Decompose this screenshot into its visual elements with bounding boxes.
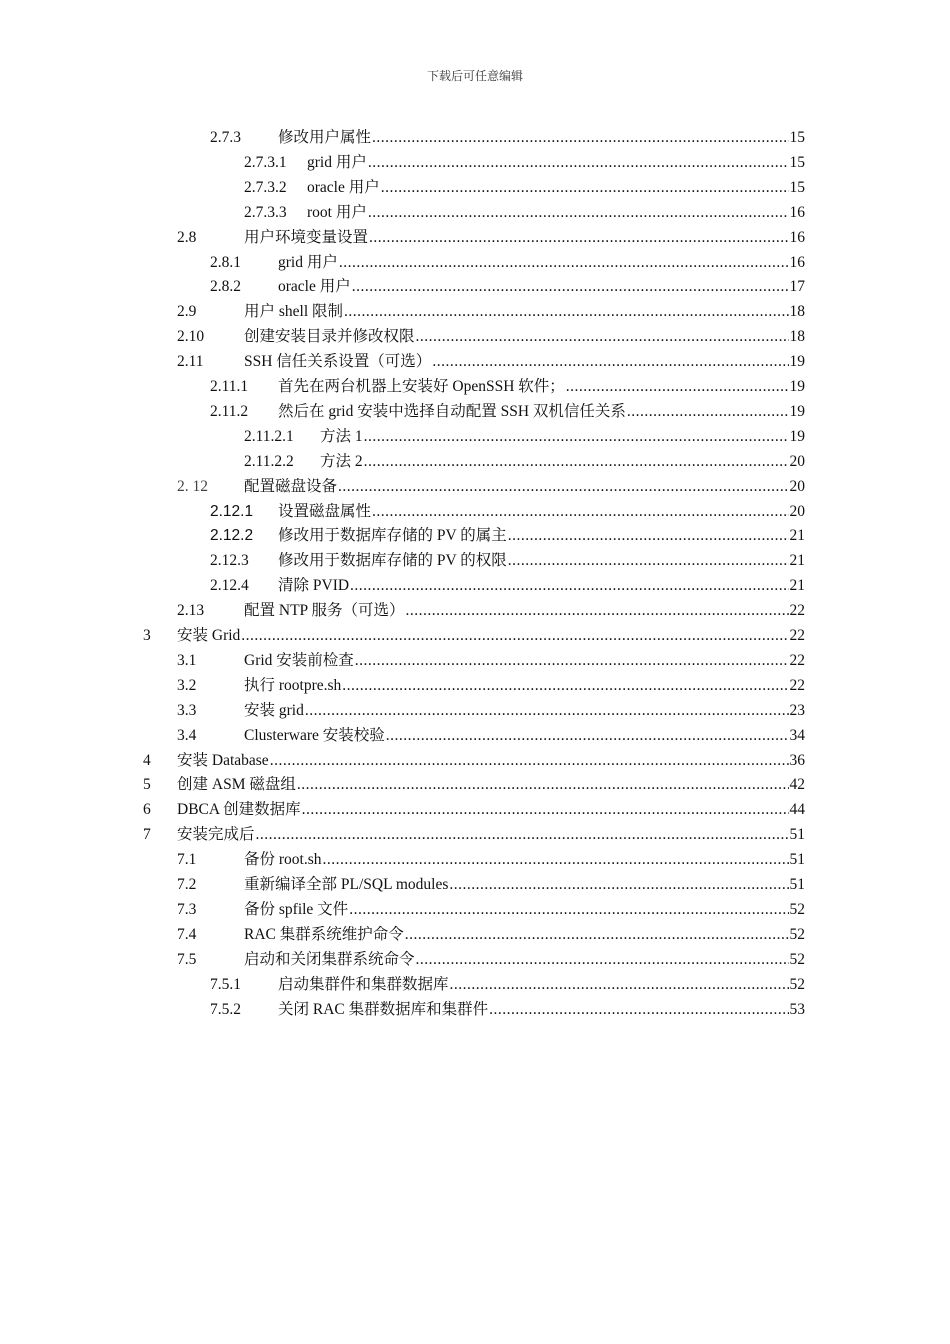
toc-dot-leader (489, 997, 788, 1022)
toc-entry-title: Clusterware 安装校验 (244, 726, 385, 744)
toc-entry-number: 3.2 (177, 676, 197, 694)
toc-entry[interactable] (0, 698, 950, 723)
toc-entry-page-number: 16 (789, 253, 805, 271)
toc-entry-page-number: 34 (789, 726, 805, 744)
toc-entry[interactable] (0, 125, 950, 150)
toc-dot-leader (342, 673, 788, 698)
toc-entry-number: 7.1 (177, 851, 197, 869)
toc-entry[interactable] (0, 349, 950, 374)
toc-dot-leader (369, 225, 788, 250)
toc-entry[interactable] (0, 648, 950, 673)
toc-entry-title: 配置磁盘设备 (244, 477, 338, 495)
toc-entry-number: 7 (143, 826, 151, 844)
toc-entry[interactable] (0, 573, 950, 598)
toc-entry[interactable] (0, 399, 950, 424)
toc-entry-page-number: 16 (789, 228, 805, 246)
toc-dot-leader (339, 250, 789, 275)
toc-dot-leader (508, 548, 789, 573)
toc-entry-page-number: 42 (789, 776, 805, 794)
toc-entry[interactable] (0, 523, 950, 548)
toc-entry[interactable] (0, 499, 950, 524)
toc-dot-leader (241, 623, 788, 648)
toc-entry-page-number: 17 (789, 278, 805, 296)
toc-entry-number: 3.3 (177, 701, 197, 719)
toc-dot-leader (449, 872, 788, 897)
toc-dot-leader (566, 374, 789, 399)
toc-entry[interactable] (0, 947, 950, 972)
toc-entry[interactable] (0, 922, 950, 947)
toc-entry-page-number: 36 (789, 751, 805, 769)
toc-entry-title: 修改用于数据库存储的 PV 的权限 (278, 552, 507, 570)
toc-dot-leader (302, 797, 789, 822)
toc-entry-page-number: 15 (789, 178, 805, 196)
toc-entry-number: 2.11.1 (210, 378, 249, 395)
toc-entry-page-number: 20 (789, 452, 805, 470)
toc-dot-leader (405, 598, 788, 623)
toc-entry-number: 2.8 (177, 228, 197, 246)
toc-entry-number: 2.7.3.1 (244, 153, 287, 171)
toc-entry-title: 设置磁盘属性 (278, 502, 372, 520)
toc-entry-title: root 用户 (307, 203, 367, 221)
toc-dot-leader (270, 748, 789, 773)
toc-entry-title: SSH 信任关系设置（可选） (244, 353, 432, 371)
toc-entry-number: 3 (143, 627, 151, 644)
toc-entry-number: 7.5 (177, 950, 197, 968)
toc-entry-page-number: 22 (789, 651, 805, 669)
toc-entry-page-number: 19 (789, 378, 805, 395)
toc-entry-title: 备份 root.sh (244, 851, 322, 869)
toc-entry-page-number: 52 (789, 950, 805, 968)
toc-entry-number: 7.3 (177, 900, 197, 918)
toc-entry-title: DBCA 创建数据库 (177, 801, 301, 819)
toc-dot-leader (450, 972, 789, 997)
toc-entry[interactable] (0, 847, 950, 872)
toc-entry-page-number: 22 (789, 627, 805, 644)
toc-entry-page-number: 20 (789, 502, 805, 520)
toc-dot-leader (432, 349, 788, 374)
toc-entry[interactable] (0, 424, 950, 449)
toc-entry-page-number: 20 (789, 477, 805, 495)
toc-dot-leader (405, 922, 789, 947)
toc-entry-page-number: 15 (789, 153, 805, 171)
toc-dot-leader (364, 449, 789, 474)
toc-entry-title: 启动集群件和集群数据库 (278, 975, 449, 993)
toc-dot-leader (305, 698, 789, 723)
toc-entry-title: Grid 安装前检查 (244, 651, 354, 669)
toc-entry-page-number: 19 (789, 402, 805, 420)
toc-dot-leader (508, 523, 789, 548)
toc-entry-title: 关闭 RAC 集群数据库和集群件 (278, 1000, 489, 1018)
toc-entry-number: 7.4 (177, 925, 197, 943)
toc-entry-number: 5 (143, 776, 151, 794)
toc-entry-title: RAC 集群系统维护命令 (244, 925, 404, 943)
toc-entry[interactable] (0, 673, 950, 698)
toc-entry-title: oracle 用户 (278, 278, 351, 296)
toc-entry[interactable] (0, 299, 950, 324)
toc-entry-page-number: 18 (789, 328, 805, 346)
toc-dot-leader (297, 772, 789, 797)
toc-dot-leader (352, 274, 789, 299)
toc-dot-leader (364, 424, 789, 449)
toc-dot-leader (368, 150, 789, 175)
toc-entry-title: 安装 grid (244, 701, 304, 719)
toc-entry-title: 用户环境变量设置 (244, 228, 369, 246)
toc-entry-title: 安装完成后 (177, 826, 255, 844)
toc-entry-page-number: 21 (789, 527, 805, 545)
toc-entry-page-number: 22 (789, 602, 805, 620)
toc-entry[interactable] (0, 449, 950, 474)
toc-entry-title: oracle 用户 (307, 178, 380, 196)
toc-entry-page-number: 52 (789, 975, 805, 993)
toc-entry[interactable] (0, 225, 950, 250)
toc-entry-number: 2.7.3.2 (244, 178, 287, 196)
toc-entry-title: 创建安装目录并修改权限 (244, 328, 415, 346)
toc-entry-page-number: 53 (789, 1000, 805, 1018)
toc-entry-number: 2.8.2 (210, 278, 241, 296)
toc-entry-number: 7.2 (177, 876, 197, 893)
toc-entry[interactable] (0, 897, 950, 922)
toc-entry-title: 修改用于数据库存储的 PV 的属主 (278, 527, 507, 545)
toc-entry-title: 重新编译全部 PL/SQL modules (244, 876, 449, 893)
toc-entry-page-number: 16 (789, 203, 805, 221)
toc-entry-number: 2.12.2 (210, 527, 254, 545)
toc-entry[interactable] (0, 797, 950, 822)
toc-entry[interactable] (0, 274, 950, 299)
toc-entry[interactable] (0, 374, 950, 399)
toc-entry[interactable] (0, 548, 950, 573)
toc-dot-leader (256, 822, 789, 847)
toc-entry-title: grid 用户 (307, 153, 367, 171)
toc-entry[interactable] (0, 175, 950, 200)
toc-entry[interactable] (0, 598, 950, 623)
toc-entry-number: 2.10 (177, 328, 205, 346)
toc-entry-number: 3.4 (177, 726, 197, 744)
toc-entry[interactable] (0, 772, 950, 797)
toc-entry-page-number: 51 (789, 876, 805, 893)
toc-dot-leader (344, 299, 788, 324)
toc-entry-number: 2.7.3 (210, 129, 241, 146)
toc-dot-leader (338, 474, 788, 499)
toc-entry-number: 7.5.2 (210, 1000, 241, 1018)
toc-entry-number: 2. 12 (177, 477, 208, 495)
toc-dot-leader (381, 175, 789, 200)
toc-entry[interactable] (0, 723, 950, 748)
toc-entry-page-number: 19 (789, 353, 805, 371)
toc-entry-page-number: 22 (789, 676, 805, 694)
toc-entry[interactable] (0, 200, 950, 225)
toc-entry[interactable] (0, 872, 950, 897)
toc-entry[interactable] (0, 997, 950, 1022)
toc-entry-page-number: 52 (789, 925, 805, 943)
toc-entry[interactable] (0, 150, 950, 175)
toc-entry-number: 2.11 (177, 353, 204, 371)
toc-entry-page-number: 15 (789, 129, 805, 146)
toc-entry-title: grid 用户 (278, 253, 338, 271)
toc-entry-title: 方法 2 (320, 452, 363, 470)
toc-entry-title: 首先在两台机器上安装好 OpenSSH 软件； (278, 378, 565, 395)
toc-dot-leader (372, 499, 788, 524)
toc-entry-number: 2.11.2.2 (244, 452, 294, 470)
toc-dot-leader (416, 947, 789, 972)
toc-entry-title: 然后在 grid 安装中选择自动配置 SSH 双机信任关系 (278, 402, 626, 420)
toc-entry-title: 备份 spfile 文件 (244, 900, 349, 918)
toc-entry[interactable] (0, 250, 950, 275)
toc-entry-page-number: 51 (789, 851, 805, 869)
toc-entry-page-number: 21 (789, 577, 805, 595)
toc-entry-number: 4 (143, 751, 151, 769)
toc-entry-number: 2.12.3 (210, 552, 249, 570)
toc-dot-leader (627, 399, 789, 424)
toc-dot-leader (386, 723, 789, 748)
toc-entry-title: 清除 PVID (278, 577, 350, 595)
toc-entry-title: 创建 ASM 磁盘组 (177, 776, 296, 794)
toc-entry-page-number: 52 (789, 900, 805, 918)
toc-dot-leader (416, 324, 789, 349)
toc-entry-title: 安装 Grid (177, 627, 241, 644)
toc-entry-number: 2.13 (177, 602, 205, 620)
toc-entry-number: 2.11.2 (210, 402, 249, 420)
toc-entry[interactable] (0, 623, 950, 648)
page-header: 下载后可任意编辑 (426, 69, 523, 83)
toc-entry-title: 用户 shell 限制 (244, 303, 344, 321)
toc-entry-page-number: 51 (789, 826, 805, 844)
toc-entry-page-number: 23 (789, 701, 805, 719)
toc-entry-number: 6 (143, 801, 151, 819)
toc-entry-number: 2.9 (177, 303, 197, 321)
toc-entry-number: 2.12.1 (210, 502, 254, 520)
toc-dot-leader (323, 847, 789, 872)
toc-entry-page-number: 21 (789, 552, 805, 570)
toc-dot-leader (349, 897, 788, 922)
toc-entry-number: 2.7.3.3 (244, 203, 287, 221)
toc-entry-title: 启动和关闭集群系统命令 (244, 950, 415, 968)
toc-entry-number: 3.1 (177, 651, 197, 669)
toc-entry-title: 方法 1 (320, 427, 363, 445)
toc-entry-title: 修改用户属性 (278, 129, 372, 146)
toc-dot-leader (368, 200, 789, 225)
toc-entry-title: 安装 Database (177, 751, 269, 769)
toc-entry[interactable] (0, 972, 950, 997)
toc-entry[interactable] (0, 748, 950, 773)
toc-entry-title: 配置 NTP 服务（可选） (244, 602, 405, 620)
toc-entry[interactable] (0, 474, 950, 499)
toc-entry-number: 2.8.1 (210, 253, 241, 271)
toc-dot-leader (372, 125, 788, 150)
toc-entry-number: 2.12.4 (210, 577, 249, 595)
toc-entry-page-number: 19 (789, 427, 805, 445)
toc-entry-title: 执行 rootpre.sh (244, 676, 342, 694)
toc-dot-leader (355, 648, 789, 673)
toc-entry-number: 2.11.2.1 (244, 427, 294, 445)
toc-entry-page-number: 44 (789, 801, 805, 819)
toc-entry-page-number: 18 (789, 303, 805, 321)
toc-entry[interactable] (0, 324, 950, 349)
toc-entry-number: 7.5.1 (210, 975, 241, 993)
toc-entry[interactable] (0, 822, 950, 847)
toc-dot-leader (350, 573, 788, 598)
